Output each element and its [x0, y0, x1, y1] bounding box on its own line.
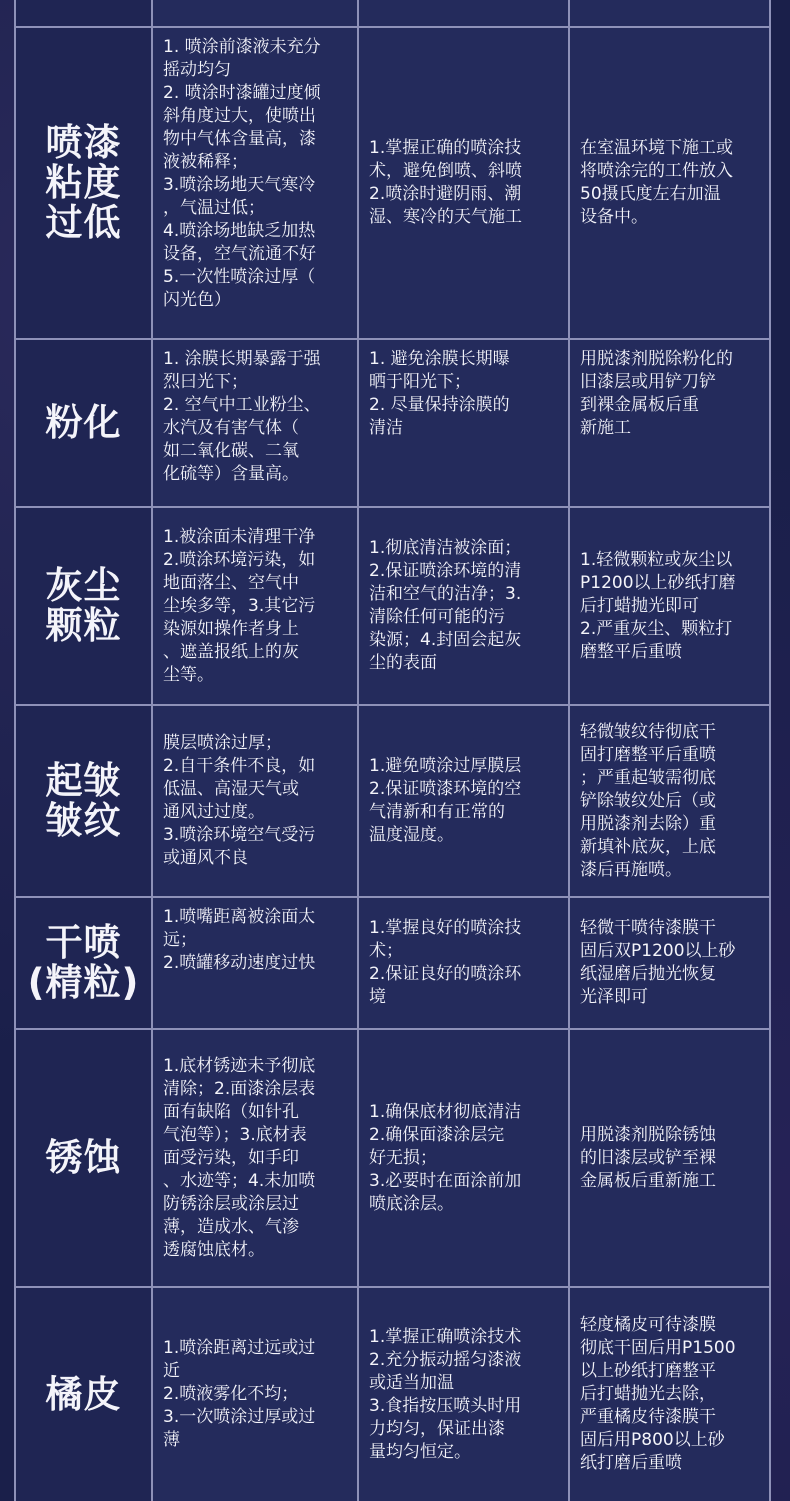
- causes-text: 1.被涂面未清理干净 2.喷涂环境污染，如 地面落尘、空气中 尘埃多等，3.其它污 染源如操作者身上 、遮盖报纸上的灰 尘等。: [163, 526, 316, 685]
- remedy-cell: [570, 898, 771, 1028]
- causes-text: 1. 涂膜长期暴露于强 烈曰光下； 2. 空气中工业粉尘、 水汽及有害气体（ 如二氧化碳、二氧 化硫等）含量高。: [163, 349, 321, 484]
- table-row: [16, 508, 771, 706]
- causes-cell: [153, 0, 359, 26]
- causes-cell: [153, 1030, 359, 1286]
- category-cell: [16, 508, 153, 704]
- causes-cell: [153, 706, 359, 896]
- prevention-text: 1.掌握良好的喷涂技 术； 2.保证良好的喷涂环 境: [369, 918, 522, 1007]
- category-label: 灰尘 颗粒: [45, 564, 122, 647]
- table-row: [16, 1288, 771, 1501]
- category-cell: [16, 1288, 153, 1501]
- causes-text: 膜层喷涂过厚； 2.自干条件不良，如 低温、高湿天气或 通风过过度。 3.喷涂环境空气受污 或通风不良: [163, 733, 316, 868]
- causes-cell: [153, 1288, 359, 1501]
- remedy-cell: [570, 28, 771, 338]
- causes-cell: [153, 898, 359, 1028]
- prevention-cell: [359, 1288, 570, 1501]
- paint-defect-table: [14, 0, 771, 1501]
- remedy-text: 轻微皱纹待彻底干 固打磨整平后重喷 ；严重起皱需彻底 铲除皱纹处后（或 用脱漆剂去除）重 新填补底灰，上底 漆后再施喷。: [580, 721, 716, 880]
- prevention-text: 1.掌握正确的喷涂技 术，避免倒喷、斜喷 2.喷涂时避阴雨、潮 湿、寒冷的天气施工: [369, 138, 522, 227]
- category-label: 干喷 (精粒): [27, 921, 140, 1004]
- table-row: [16, 706, 771, 898]
- category-cell: [16, 1030, 153, 1286]
- category-cell: [16, 898, 153, 1028]
- category-label: 锈蚀: [45, 1136, 122, 1179]
- category-cell: [16, 706, 153, 896]
- prevention-text: 1.避免喷涂过厚膜层 2.保证喷漆环境的空 气清新和有正常的 温度湿度。: [369, 756, 522, 845]
- remedy-text: 轻度橘皮可待漆膜 彻底干固后用P1500 以上砂纸打磨整平 后打蜡抛光去除， 严重橘皮待漆膜干 固后用P800以上砂 纸打磨后重喷: [580, 1315, 736, 1473]
- remedy-cell: [570, 706, 771, 896]
- category-cell: [16, 340, 153, 506]
- category-cell: [16, 0, 153, 26]
- causes-text: 1.喷涂距离过远或过 近 2.喷液雾化不均； 3.一次喷涂过厚或过 薄: [163, 1338, 316, 1450]
- prevention-text: 1.确保底材彻底清洁 2.确保面漆涂层完 好无损； 3.必要时在面涂前加 喷底涂层。: [369, 1101, 522, 1214]
- category-label: 起皱 皱纹: [45, 759, 122, 842]
- prevention-cell: [359, 508, 570, 704]
- causes-text: 1.底材锈迹未予彻底 清除；2.面漆涂层表 面有缺陷（如针孔 气泡等）；3.底材表 面受污染，如手印 、水迹等；4.未加喷 防锈涂层或涂层过 薄，造成水、气渗 透腐蚀底材。: [163, 1055, 316, 1260]
- remedy-cell: [570, 1288, 771, 1501]
- prevention-text: 1.彻底清洁被涂面； 2.保证喷涂环境的清 洁和空气的洁净；3. 清除任何可能的污 染源；4.封固会起灰 尘的表面: [369, 538, 522, 673]
- table-row: [16, 1030, 771, 1288]
- table-row: [16, 898, 771, 1030]
- causes-cell: [153, 340, 359, 506]
- category-label: 喷漆 粘度 过低: [45, 121, 122, 244]
- prevention-cell: [359, 706, 570, 896]
- remedy-text: 在室温环境下施工或 将喷涂完的工件放入 50摄氏度左右加温 设备中。: [580, 138, 733, 227]
- prevention-cell: [359, 340, 570, 506]
- causes-cell: [153, 28, 359, 338]
- remedy-text: 轻微干喷待漆膜干 固后双P1200以上砂 纸湿磨后抛光恢复 光泽即可: [580, 918, 736, 1007]
- table-row-top-partial: [16, 0, 771, 28]
- causes-text: 1.喷嘴距离被涂面太 远； 2.喷罐移动速度过快: [163, 907, 316, 973]
- prevention-cell: [359, 1030, 570, 1286]
- remedy-text: 1.轻微颗粒或灰尘以 P1200以上砂纸打磨 后打蜡抛光即可 2.严重灰尘、颗粒打 磨整平后重喷: [580, 549, 736, 662]
- remedy-text: 用脱漆剂脱除粉化的 旧漆层或用铲刀铲 到裸金属板后重 新施工: [580, 349, 733, 438]
- prevention-text: 1.掌握正确喷涂技术 2.充分振动摇匀漆液 或适当加温 3.食指按压喷头时用 力均匀，保证出漆 量均匀恒定。: [369, 1326, 522, 1462]
- remedy-text: 用脱漆剂脱除锈蚀 的旧漆层或铲至裸 金属板后重新施工: [580, 1124, 716, 1191]
- table-row: [16, 28, 771, 340]
- causes-text: 1. 喷涂前漆液未充分 摇动均匀 2. 喷涂时漆罐过度倾 斜角度过大，使喷出 物中气体含量高，漆 液被稀释； 3.喷涂场地天气寒冷 ，气温过低； 4.喷涂场地缺乏加热 设备，空气流通不好 5.一次性喷涂过厚（ 闪光色）: [163, 37, 321, 310]
- category-label: 粉化: [45, 401, 122, 444]
- prevention-text: 1. 避免涂膜长期曝 晒于阳光下； 2. 尽量保持涂膜的 清洁: [369, 349, 510, 438]
- remedy-cell: [570, 508, 771, 704]
- category-label: 橘皮: [45, 1372, 122, 1416]
- prevention-cell: [359, 28, 570, 338]
- category-cell: [16, 28, 153, 338]
- remedy-cell: [570, 1030, 771, 1286]
- remedy-cell: [570, 0, 771, 26]
- causes-cell: [153, 508, 359, 704]
- table-row: [16, 340, 771, 508]
- prevention-cell: [359, 0, 570, 26]
- remedy-cell: [570, 340, 771, 506]
- prevention-cell: [359, 898, 570, 1028]
